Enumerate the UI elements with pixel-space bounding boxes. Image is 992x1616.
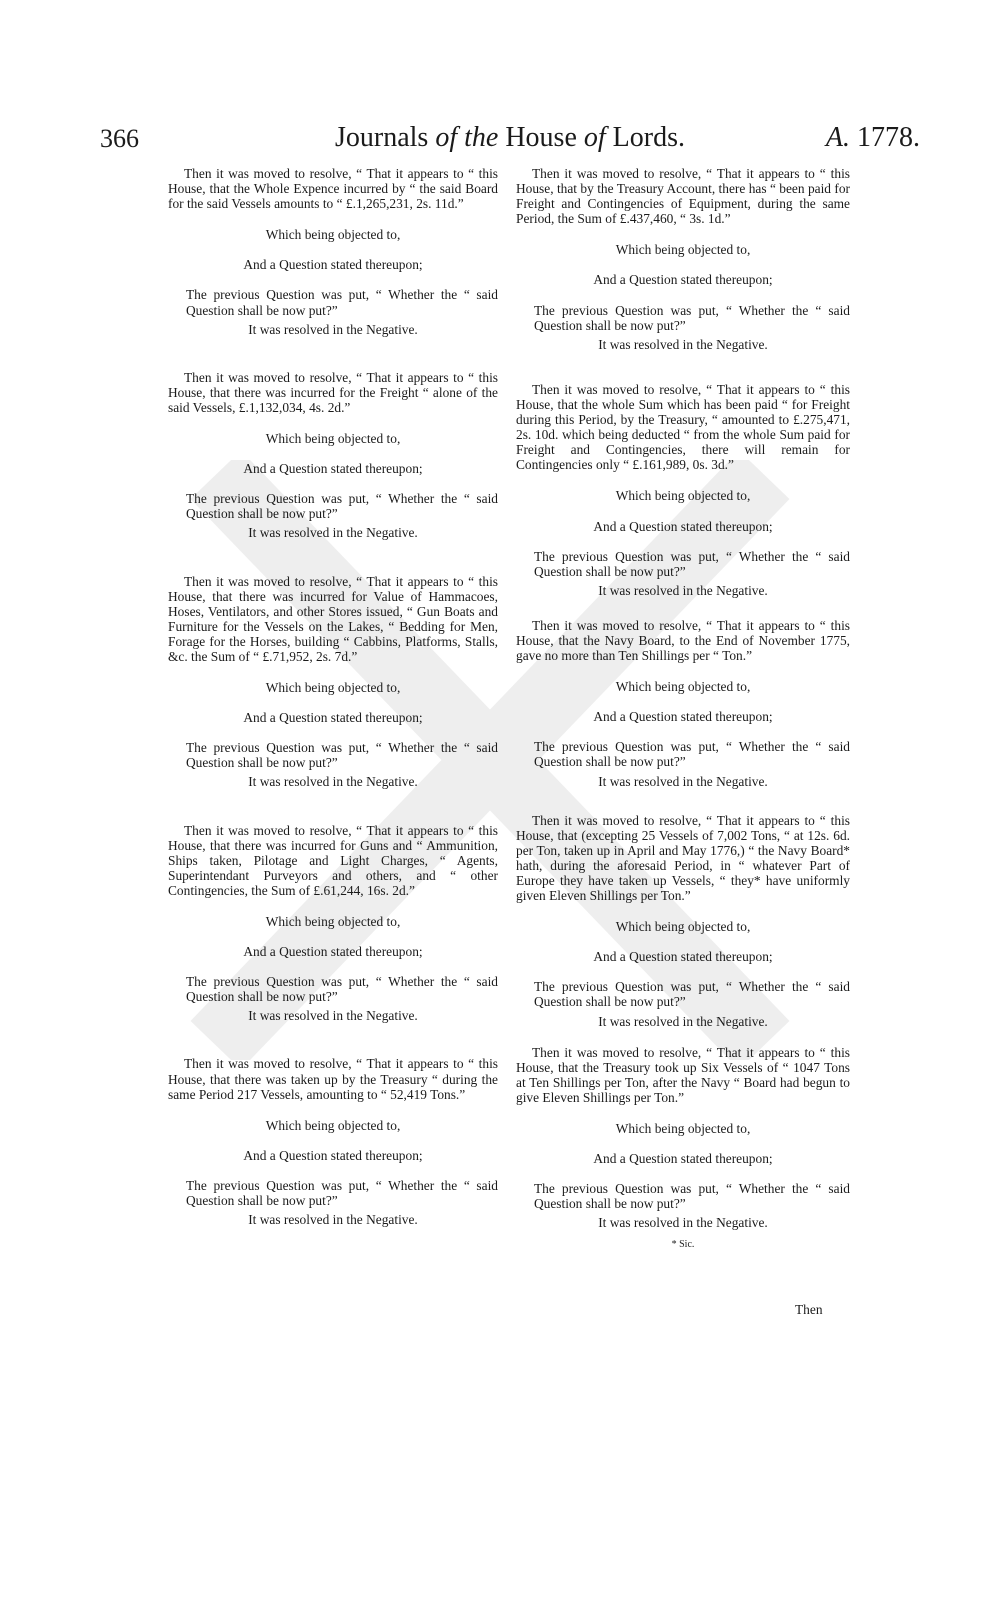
- resolved-line: It was resolved in the Negative.: [248, 321, 418, 337]
- objected-line: Which being objected to,: [265, 1117, 401, 1133]
- previous-question-line: The previous Question was put, “ Whether the “ said Question shall be now put?”: [186, 1177, 498, 1209]
- standard-formula: [516, 488, 850, 597]
- standard-formula: [516, 679, 850, 788]
- motion-block: [168, 823, 498, 1024]
- stated-line: And a Question stated thereupon;: [243, 710, 423, 726]
- previous-question-line: The previous Question was put, “ Whether the “ said Question shall be now put?”: [534, 1181, 850, 1212]
- objected-line: Which being objected to,: [615, 1121, 751, 1137]
- standard-formula: [168, 227, 498, 336]
- motion-text: Then it was moved to resolve, “ That it appears to “ this House, that (excepting 25 Vessels of 7,002 Tons, “ at 12s. 6d. per Ton, taken up in April and May 1776,) “ the Navy Board* hath, during the aforesaid Period, in “ whatever Part of Europe they have taken up Vessels, “ they* have uniformly given Eleven Shillings per Ton.”: [516, 812, 850, 904]
- resolved-line: It was resolved in the Negative.: [248, 525, 418, 541]
- objected-line: Which being objected to,: [615, 919, 751, 935]
- motion-text: Then it was moved to resolve, “ That it appears to “ this House, that there was taken up by the Treasury “ during the same Period 217 Vessels, amounting to “ 52,419 Tons.”: [168, 1056, 498, 1102]
- previous-question-line: The previous Question was put, “ Whether the “ said Question shall be now put?”: [534, 739, 850, 770]
- resolved-line: It was resolved in the Negative.: [598, 582, 768, 598]
- left-column: [168, 166, 498, 1227]
- title-word: the: [464, 122, 499, 153]
- previous-question-line: The previous Question was put, “ Whether the “ said Question shall be now put?”: [186, 287, 498, 318]
- stated-line: And a Question stated thereupon;: [593, 709, 773, 725]
- title-word: Lords.: [612, 122, 685, 153]
- motion-block: [168, 370, 498, 541]
- resolved-line: It was resolved in the Negative.: [248, 1008, 418, 1024]
- standard-formula: [168, 914, 498, 1023]
- motion-block: [516, 813, 850, 1029]
- motion-block: [516, 1045, 850, 1231]
- objected-line: Which being objected to,: [615, 679, 751, 695]
- motion-text: Then it was moved to resolve, “ That it appears to “ this House, that there was incurred for the Freight “ alone of the said Vessels, £.1,132,034, 4s. 2d.”: [168, 369, 498, 415]
- stated-line: And a Question stated thereupon;: [593, 949, 773, 965]
- resolved-line: It was resolved in the Negative.: [598, 336, 768, 352]
- objected-line: Which being objected to,: [615, 488, 751, 504]
- objected-line: Which being objected to,: [265, 914, 401, 929]
- page-number: 366: [100, 124, 139, 153]
- objected-line: Which being objected to,: [265, 680, 401, 696]
- title-word: of: [583, 122, 606, 153]
- motion-block: [516, 618, 850, 789]
- motion-block: [168, 574, 498, 790]
- year: [826, 122, 920, 154]
- standard-formula: [516, 242, 850, 351]
- resolved-line: It was resolved in the Negative.: [248, 1212, 418, 1228]
- objected-line: Which being objected to,: [615, 242, 751, 258]
- motion-block: [168, 166, 498, 337]
- year-number: 1778.: [857, 122, 920, 153]
- motion-text: Then it was moved to resolve, “ That it appears to “ this House, that the whole Sum which has been paid “ for Freight during this Period, by the Treasury, “ amounted to £.275,471, 2s. 10d. which being deducted “ from the whole Sum paid for Freight and Contingencies, there will remain for Contingencies only “ £.161,989, 0s. 3d.”: [516, 381, 850, 473]
- year-prefix: A.: [825, 122, 850, 153]
- stated-line: And a Question stated thereupon;: [243, 257, 423, 273]
- motion-text: Then it was moved to resolve, “ That it appears to “ this House, that the Navy Board, to the End of November 1775, gave no more than Ten Shillings per “ Ton.”: [516, 617, 850, 664]
- motion-block: [516, 382, 850, 598]
- stated-line: And a Question stated thereupon;: [243, 1147, 423, 1163]
- resolved-line: It was resolved in the Negative.: [598, 1215, 768, 1231]
- stated-line: And a Question stated thereupon;: [593, 518, 773, 534]
- motion-text: Then it was moved to resolve, “ That it appears to “ this House, that the Treasury took up Six Vessels of “ 1047 Tons at Ten Shillings per Ton, after the Navy “ Board had begun to give Eleven Shillings per Ton.”: [516, 1044, 850, 1105]
- catchword: Then: [795, 1302, 823, 1317]
- previous-question-line: The previous Question was put, “ Whether the “ said Question shall be now put?”: [186, 491, 498, 522]
- stated-line: And a Question stated thereupon;: [243, 944, 423, 960]
- motion-text: Then it was moved to resolve, “ That it appears to “ this House, that by the Treasury Account, there has “ been paid for Freight and Contingencies of Equipment, during the same Period, the Sum of £.437,460, “ 3s. 1d.”: [516, 166, 850, 227]
- standard-formula: [168, 431, 498, 540]
- objected-line: Which being objected to,: [265, 227, 401, 243]
- stated-line: And a Question stated thereupon;: [593, 1151, 773, 1167]
- stated-line: And a Question stated thereupon;: [593, 272, 773, 288]
- right-column: [516, 166, 850, 1262]
- motion-text: Then it was moved to resolve, “ That it appears to “ this House, that there was incurred for Guns and “ Ammunition, Ships taken, Pilotage and Light Charges, “ Agents, Superintendant Purveyors and others, and “ other Contingencies, the Sum of £.61,244, 16s. 2d.”: [168, 822, 498, 898]
- standard-formula: [516, 919, 850, 1028]
- previous-question-line: The previous Question was put, “ Whether the “ said Question shall be now put?”: [534, 548, 850, 579]
- previous-question-line: The previous Question was put, “ Whether the “ said Question shall be now put?”: [186, 974, 498, 1005]
- stated-line: And a Question stated thereupon;: [243, 461, 423, 477]
- objected-line: Which being objected to,: [265, 431, 401, 447]
- standard-formula: [516, 1121, 850, 1230]
- previous-question-line: The previous Question was put, “ Whether the “ said Question shall be now put?”: [534, 979, 850, 1010]
- motion-block: [516, 166, 850, 352]
- previous-question-line: The previous Question was put, “ Whether the “ said Question shall be now put?”: [186, 740, 498, 771]
- standard-formula: [168, 680, 498, 789]
- footnote: * Sic.: [671, 1238, 695, 1250]
- resolved-line: It was resolved in the Negative.: [598, 1013, 768, 1029]
- previous-question-line: The previous Question was put, “ Whether the “ said Question shall be now put?”: [534, 302, 850, 333]
- title-word: House: [505, 122, 577, 153]
- standard-formula: [168, 1118, 498, 1227]
- page-header: [100, 118, 920, 158]
- motion-text: Then it was moved to resolve, “ That it appears to “ this House, that there was incurred for Value of Hammacoes, Hoses, Ventilators, and other Stores issued, “ Gun Boats and Furniture for the Vessels on the Lakes, “ Bedding for Men, Forage for the Horses, building “ Cabbins, Platforms, Stalls, &c. the Sum of “ £.71,952, 2s. 7d.”: [168, 573, 498, 664]
- motion-block: [168, 1056, 498, 1227]
- resolved-line: It was resolved in the Negative.: [598, 773, 768, 789]
- running-title: [100, 122, 920, 154]
- title-word: Journals: [335, 122, 429, 153]
- resolved-line: It was resolved in the Negative.: [248, 774, 418, 790]
- title-word: of: [435, 122, 458, 153]
- motion-text: Then it was moved to resolve, “ That it appears to “ this House, that the Whole Expence incurred by “ the said Board for the said Vessels amounts to “ £.1,265,231, 2s. 11d.”: [168, 166, 498, 212]
